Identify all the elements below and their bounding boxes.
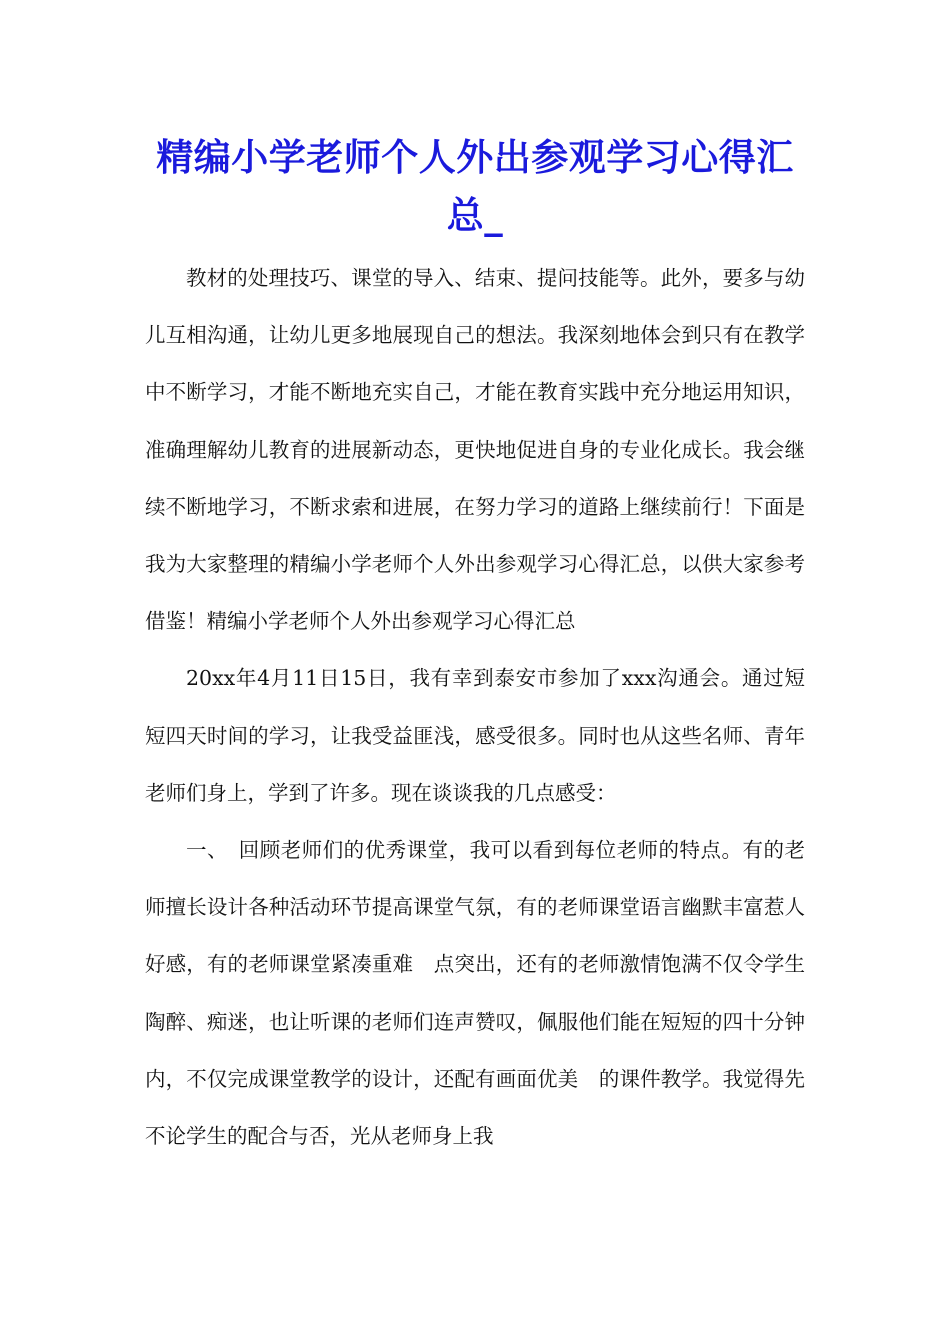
body-paragraph: 教材的处理技巧、课堂的导入、结束、提问技能等。此外，要多与幼儿互相沟通，让幼儿更多地展现自己的想法。我深刻地体会到只有在教学中不断学习，才能不断地充实自己，才能在教育实践中充分地运用知识，准确理解幼儿教育的进展新动态，更快地促进自身的专业化成长。我会继续不断地学习，不断求索和进展，在努力学习的道路上继续前行！下面是我为大家整理的精编小学老师个人外出参观学习心得汇总，以供大家参考借鉴！精编小学老师个人外出参观学习心得汇总 (145, 266, 805, 634)
document-body (145, 250, 805, 1165)
document-title: 精编小学老师个人外出参观学习心得汇总_ (156, 135, 794, 237)
body-paragraph: 20xx年4月11日15日，我有幸到泰安市参加了xxx沟通会。通过短短四天时间的学习，让我受益匪浅，感受很多。同时也从这些名师、青年老师们身上，学到了许多。现在谈谈我的几点感受： (145, 666, 805, 805)
body-paragraph: 一、 回顾老师们的优秀课堂，我可以看到每位老师的特点。有的老师擅长设计各种活动环节提高课堂气氛，有的老师课堂语言幽默丰富惹人好感，有的老师课堂紧凑重难 点突出，还有的老师激情饱满不仅令学生陶醉、痴迷，也让听课的老师们连声赞叹，佩服他们能在短短的四十分钟内，不仅完成课堂教学的设计，还配有画面优美 的课件教学。我觉得先不论学生的配合与否，光从老师身上我 (145, 838, 805, 1149)
